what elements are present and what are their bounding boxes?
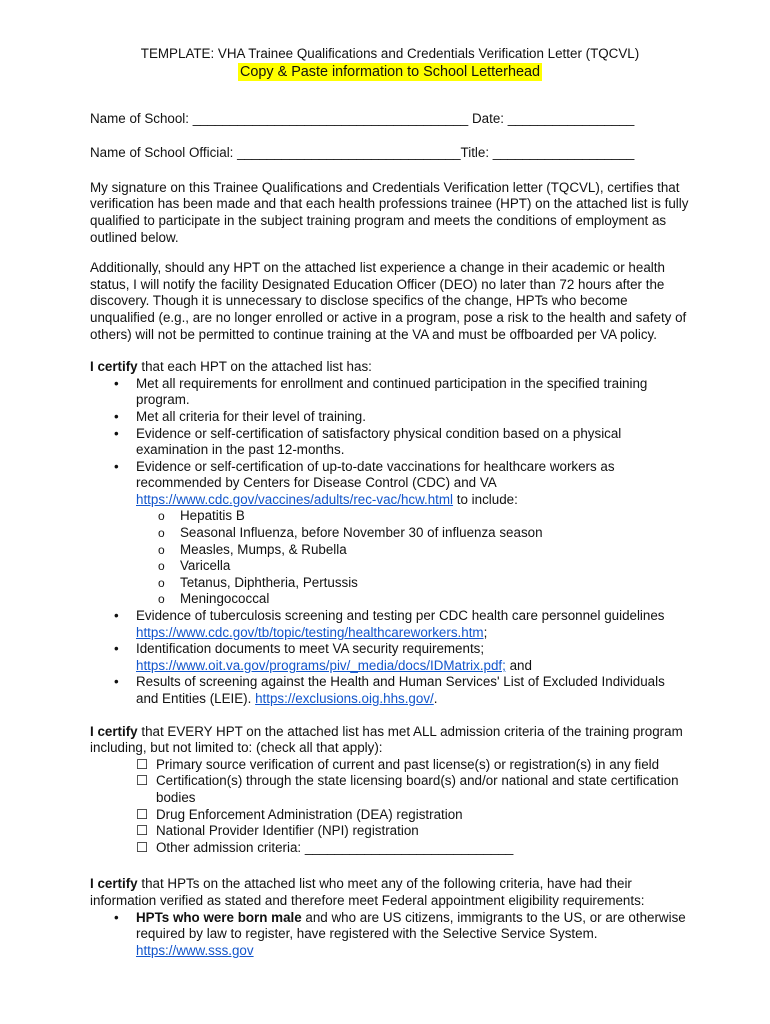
checkbox-item[interactable]: ☐ Other admission criteria: ____________________________ <box>136 839 514 855</box>
list-item: • Evidence or self-certification of satisfactory physical condition based on a physical examination in the past 12-months. <box>114 425 622 458</box>
checkbox-icon[interactable]: ☐ <box>136 756 149 772</box>
list-item: • Results of screening against the Health and Human Services' List of Excluded Individuals and Entities (LEIE). https://exclusions.oig.hhs.gov/. <box>114 674 665 706</box>
list-item: • Evidence or self-certification of up-to-date vaccinations for healthcare workers as recommended by Centers for Disease Control (CDC) and VA https://www.cdc.gov/vaccines/adults/rec-vac/hcw.html to include: o Hepatitis B o Seasonal Influenza, before November 30 of influenza season o Measles, Mumps, & Rubella o Varicella o Tetanus, Diphtheria, Pertussis o Meningococcal <box>90 459 690 608</box>
vaccine-item: o Seasonal Influenza, before November 30 of influenza season <box>158 525 543 541</box>
certify-section-1 <box>90 359 690 707</box>
list-item: • Identification documents to meet VA security requirements; https://www.oit.va.gov/programs/piv/_media/docs/IDMatrix.pdf; and <box>114 641 532 673</box>
certify-3-list <box>90 910 690 960</box>
checkbox-item[interactable]: ☐ Primary source verification of current and past license(s) or registration(s) in any field <box>136 756 660 772</box>
paragraph-notification: Additionally, should any HPT on the attached list experience a change in their academic or health status, I will notify the facility Designated Education Officer (DEO) no later than 72 hours after the discovery. Though it is unnecessary to disclose specifics of the change, HPTs who become unqualified (e.g., are no longer enrolled or active in a program, pose a risk to the health and safety of others) will not be permitted to continue training at the VA and must be offboarded per VA policy. <box>90 260 687 342</box>
bullet-icon: • <box>114 641 119 657</box>
certify-2-intro: I certify that EVERY HPT on the attached list has met ALL admission criteria of the training program including, but not limited to: (check all that apply): <box>90 723 683 756</box>
document-title: TEMPLATE: VHA Trainee Qualifications and Credentials Verification Letter (TQCVL) <box>140 46 640 61</box>
bullet-icon: • <box>114 375 119 391</box>
paragraph-signature: My signature on this Trainee Qualifications and Credentials Verification letter (TQCVL), certifies that verification has been made and that each health professions trainee (HPT) on the attached list is fully qualified to participate in the subject training program and meets the conditions of employment as outlined below. <box>90 179 689 245</box>
checkbox-item[interactable]: ☐ Certification(s) through the state licensing board(s) and/or national and state certification bodies <box>136 773 679 805</box>
checkbox-icon[interactable]: ☐ <box>136 806 149 822</box>
cdc-tb-link[interactable]: https://www.cdc.gov/tb/topic/testing/healthcareworkers.htm <box>136 624 484 640</box>
list-item: • Met all criteria for their level of training. <box>114 408 366 424</box>
checkbox-item[interactable]: ☐ Drug Enforcement Administration (DEA) registration <box>136 806 463 822</box>
circle-bullet-icon: o <box>158 559 165 574</box>
bullet-icon: • <box>114 909 119 925</box>
va-idmatrix-link[interactable]: https://www.oit.va.gov/programs/piv/_media/docs/IDMatrix.pdf; <box>136 657 506 673</box>
vaccine-item: o Hepatitis B <box>158 508 245 524</box>
signature-fields <box>90 111 690 162</box>
checkbox-item[interactable]: ☐ National Provider Identifier (NPI) registration <box>136 823 419 839</box>
circle-bullet-icon: o <box>158 509 165 524</box>
certify-1-list <box>90 376 690 708</box>
circle-bullet-icon: o <box>158 575 165 590</box>
checkbox-icon[interactable]: ☐ <box>136 773 149 789</box>
oig-exclusions-link[interactable]: https://exclusions.oig.hhs.gov/ <box>255 691 434 706</box>
certify-section-2 <box>90 724 690 857</box>
bullet-icon: • <box>114 458 119 474</box>
vaccine-item: o Varicella <box>158 558 231 574</box>
bullet-icon: • <box>114 608 119 624</box>
cdc-vaccines-link[interactable]: https://www.cdc.gov/vaccines/adults/rec-vac/hcw.html <box>136 491 454 507</box>
list-item: • Met all requirements for enrollment and continued participation in the specified training program. <box>114 375 648 408</box>
bullet-icon: • <box>114 408 119 424</box>
checkbox-icon[interactable]: ☐ <box>136 839 149 855</box>
circle-bullet-icon: o <box>158 542 165 557</box>
sss-link[interactable]: https://www.sss.gov <box>136 942 254 958</box>
vaccine-list <box>90 508 690 608</box>
admission-criteria-list <box>90 757 690 857</box>
certify-section-3 <box>90 876 690 959</box>
highlighted-instruction: Copy & Paste information to School Letterhead <box>240 63 540 80</box>
bullet-icon: • <box>114 425 119 441</box>
certify-1-intro: I certify that each HPT on the attached list has: <box>90 359 372 375</box>
vaccine-item: o Measles, Mumps, & Rubella <box>158 541 347 557</box>
checkbox-icon[interactable]: ☐ <box>136 823 149 839</box>
document-page <box>90 46 690 959</box>
certify-3-intro: I certify that HPTs on the attached list who meet any of the following criteria, have had their information verified as stated and therefore meet Federal appointment eligibility requirements: <box>90 876 645 908</box>
school-official-field: Name of School Official: ______________________________Title: ___________________ <box>90 145 635 161</box>
document-header <box>90 46 690 81</box>
circle-bullet-icon: o <box>158 526 165 541</box>
school-name-field: Name of School: _____________________________________ Date: _________________ <box>90 110 635 126</box>
list-item: • HPTs who were born male and who are US citizens, immigrants to the US, or are otherwise required by law to register, have registered with the Selective Service System. https://www.sss.gov <box>114 909 686 958</box>
vaccine-item: o Meningococcal <box>158 591 270 607</box>
list-item: • Evidence of tuberculosis screening and testing per CDC health care personnel guidelines https://www.cdc.gov/tb/topic/testing/healthcareworkers.htm; <box>114 608 665 640</box>
circle-bullet-icon: o <box>158 592 165 607</box>
vaccine-item: o Tetanus, Diphtheria, Pertussis <box>158 574 358 590</box>
bullet-icon: • <box>114 674 119 690</box>
